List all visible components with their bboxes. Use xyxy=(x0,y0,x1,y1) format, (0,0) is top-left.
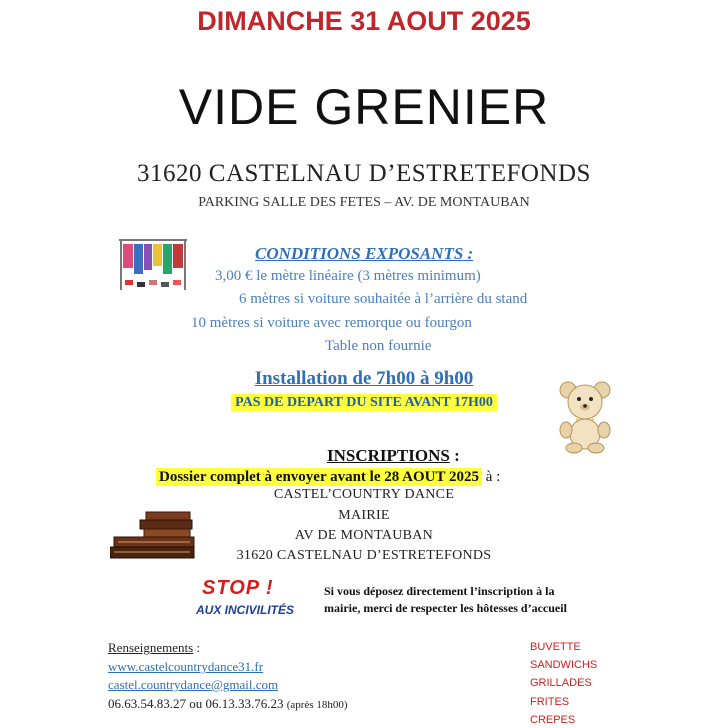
event-town: 31620 CASTELNAU D’ESTRETEFONDS xyxy=(137,160,591,187)
stop-word: STOP ! xyxy=(202,577,274,599)
contact-label: Renseignements : xyxy=(108,640,201,655)
clothes-rack-icon xyxy=(113,232,193,304)
event-title: VIDE GRENIER xyxy=(178,79,550,135)
conditions-title: CONDITIONS EXPOSANTS : xyxy=(255,244,474,263)
condition-line: 6 mètres si voiture souhaitée à l’arrière du stand xyxy=(239,291,528,307)
stop-subtitle: AUX INCIVILITÉS xyxy=(196,603,295,617)
condition-line: 10 mètres si voiture avec remorque ou fourgon xyxy=(191,315,472,331)
inscription-deadline-wrap xyxy=(156,468,500,486)
buvette-item: CREPES xyxy=(530,714,576,726)
buvette-item: SANDWICHS xyxy=(530,659,598,671)
no-departure-notice: PAS DE DEPART DU SITE AVANT 17H00 xyxy=(231,394,497,411)
address-line: CASTEL’COUNTRY DANCE xyxy=(273,487,455,502)
teddy-bear-icon xyxy=(552,378,618,454)
address-line: MAIRIE xyxy=(338,508,390,523)
condition-line: 3,00 € le mètre linéaire (3 mètres minimum) xyxy=(215,268,481,284)
address-line: AV DE MONTAUBAN xyxy=(294,528,434,543)
inscription-deadline-suffix: à : xyxy=(481,469,501,485)
email-link[interactable]: castel.countrydance@gmail.com xyxy=(108,677,279,692)
buvette-item: GRILLADES xyxy=(530,677,592,689)
desk-note-line: Si vous déposez directement l’inscription à la xyxy=(324,584,555,598)
event-date: DIMANCHE 31 AOUT 2025 xyxy=(197,6,531,36)
stop-incivilities-badge xyxy=(196,577,308,623)
buvette-item: FRITES xyxy=(530,696,570,708)
phone-numbers: 06.63.54.83.27 ou 06.13.33.76.23 (après 18h00) xyxy=(108,696,348,711)
event-venue: PARKING SALLE DES FETES – AV. DE MONTAUBAN xyxy=(198,195,530,210)
website-link[interactable]: www.castelcountrydance31.fr xyxy=(108,659,264,674)
inscription-deadline: Dossier complet à envoyer avant le 28 AOUT 2025 xyxy=(156,468,482,486)
condition-line: Table non fournie xyxy=(325,338,432,354)
address-line: 31620 CASTELNAU D’ESTRETEFONDS xyxy=(236,548,492,563)
no-departure-notice-wrap xyxy=(0,393,728,411)
desk-note-line: mairie, merci de respecter les hôtesses d’accueil xyxy=(324,601,567,615)
books-stack-icon xyxy=(110,510,198,560)
installation-hours: Installation de 7h00 à 9h00 xyxy=(254,368,474,389)
inscriptions-title: INSCRIPTIONS : xyxy=(327,446,460,465)
phone-hours-note: (après 18h00) xyxy=(286,699,348,711)
buvette-item: BUVETTE xyxy=(530,641,581,653)
